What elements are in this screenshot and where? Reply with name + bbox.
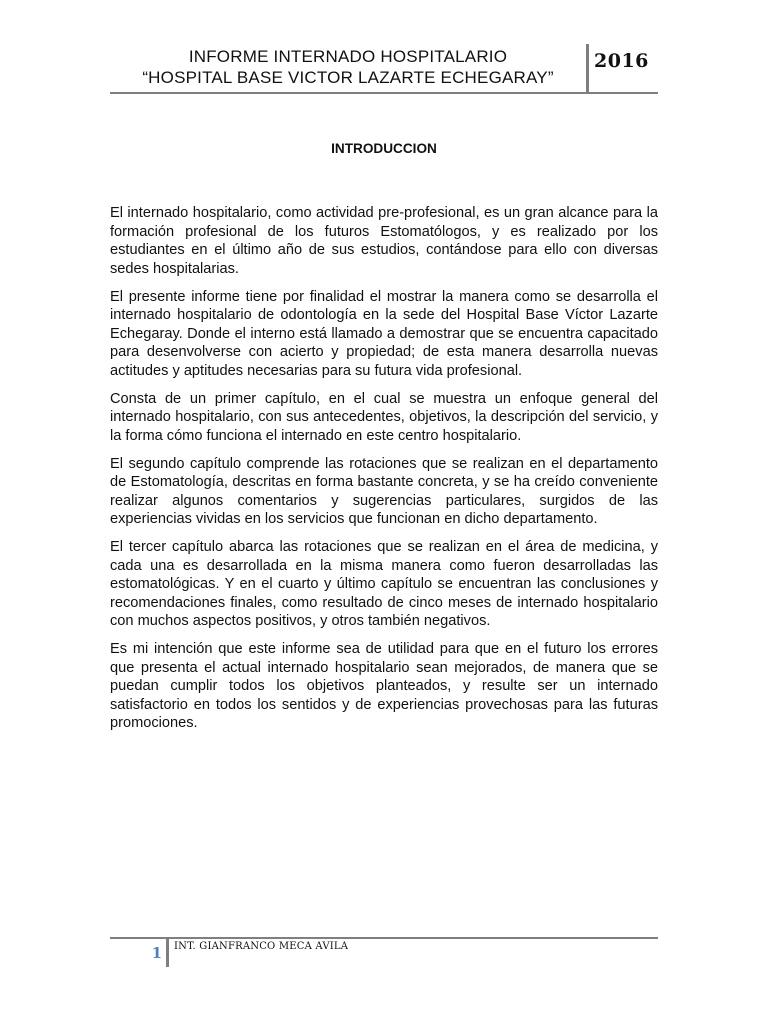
header-title-block [110, 46, 586, 88]
paragraph: Consta de un primer capítulo, en el cual se muestra un enfoque general del internado hospitalario, con sus antecedentes, objetivos, la descripción del servicio, y la forma cómo funciona el internado en este centro hospitalario. [110, 390, 658, 444]
page-number: 1 [151, 944, 162, 962]
paragraph: El segundo capítulo comprende las rotaciones que se realizan en el departamento de Estomatología, descritas en forma bastante concreta, y se ha creído conveniente realizar algunos comentarios y sugerencias particulares, surgidos de las experiencias vividas en los servicios que funcionan en dicho departamento. [110, 455, 658, 527]
document-body [110, 204, 658, 742]
page-header [110, 44, 658, 94]
paragraph: El internado hospitalario, como actividad pre-profesional, es un gran alcance para la formación profesional de los futuros Estomatólogos, y es realizado por los estudiantes en el último año de sus estudios, contándose para ello con diversas sedes hospitalarias. [110, 205, 658, 277]
footer-divider-vertical [166, 937, 169, 967]
header-title-line1: INFORME INTERNADO HOSPITALARIO [188, 47, 508, 66]
header-divider-vertical [586, 44, 589, 92]
section-title: INTRODUCCION [331, 141, 437, 156]
header-title-line2: “HOSPITAL BASE VICTOR LAZARTE ECHEGARAY” [142, 68, 554, 87]
paragraph: Es mi intención que este informe sea de utilidad para que en el futuro los errores que presenta el actual internado hospitalario sean mejorados, de manera que se puedan cumplir todos los objetivos planteados, y resulte ser un internado satisfactorio en todos los sentidos y de experiencias provechosas para las futuras promociones. [110, 641, 658, 731]
header-year: 2016 [594, 50, 649, 72]
footer-divider-horizontal [110, 937, 658, 939]
page-footer [110, 937, 658, 967]
header-divider-horizontal [110, 92, 658, 94]
paragraph: El presente informe tiene por finalidad el mostrar la manera como se desarrolla el internado hospitalario de odontología en la sede del Hospital Base Víctor Lazarte Echegaray. Donde el interno está llamado a demostrar que se encuentra capacitado para desenvolverse con acierto y propiedad; de esta manera desarrolla nuevas actitudes y aptitudes necesarias para su futura vida profesional. [110, 288, 658, 379]
paragraph: El tercer capítulo abarca las rotaciones que se realizan en el área de medicina, y cada una es desarrollada en la misma manera como fueron desarrolladas las estomatológicas. Y en el cuarto y último capítulo se encuentran las conclusiones y recomendaciones finales, como resultado de cinco meses de internado hospitalario con muchos aspectos positivos, y otros también negativos. [110, 539, 658, 629]
footer-author: INT. GIANFRANCO MECA AVILA [174, 941, 349, 952]
